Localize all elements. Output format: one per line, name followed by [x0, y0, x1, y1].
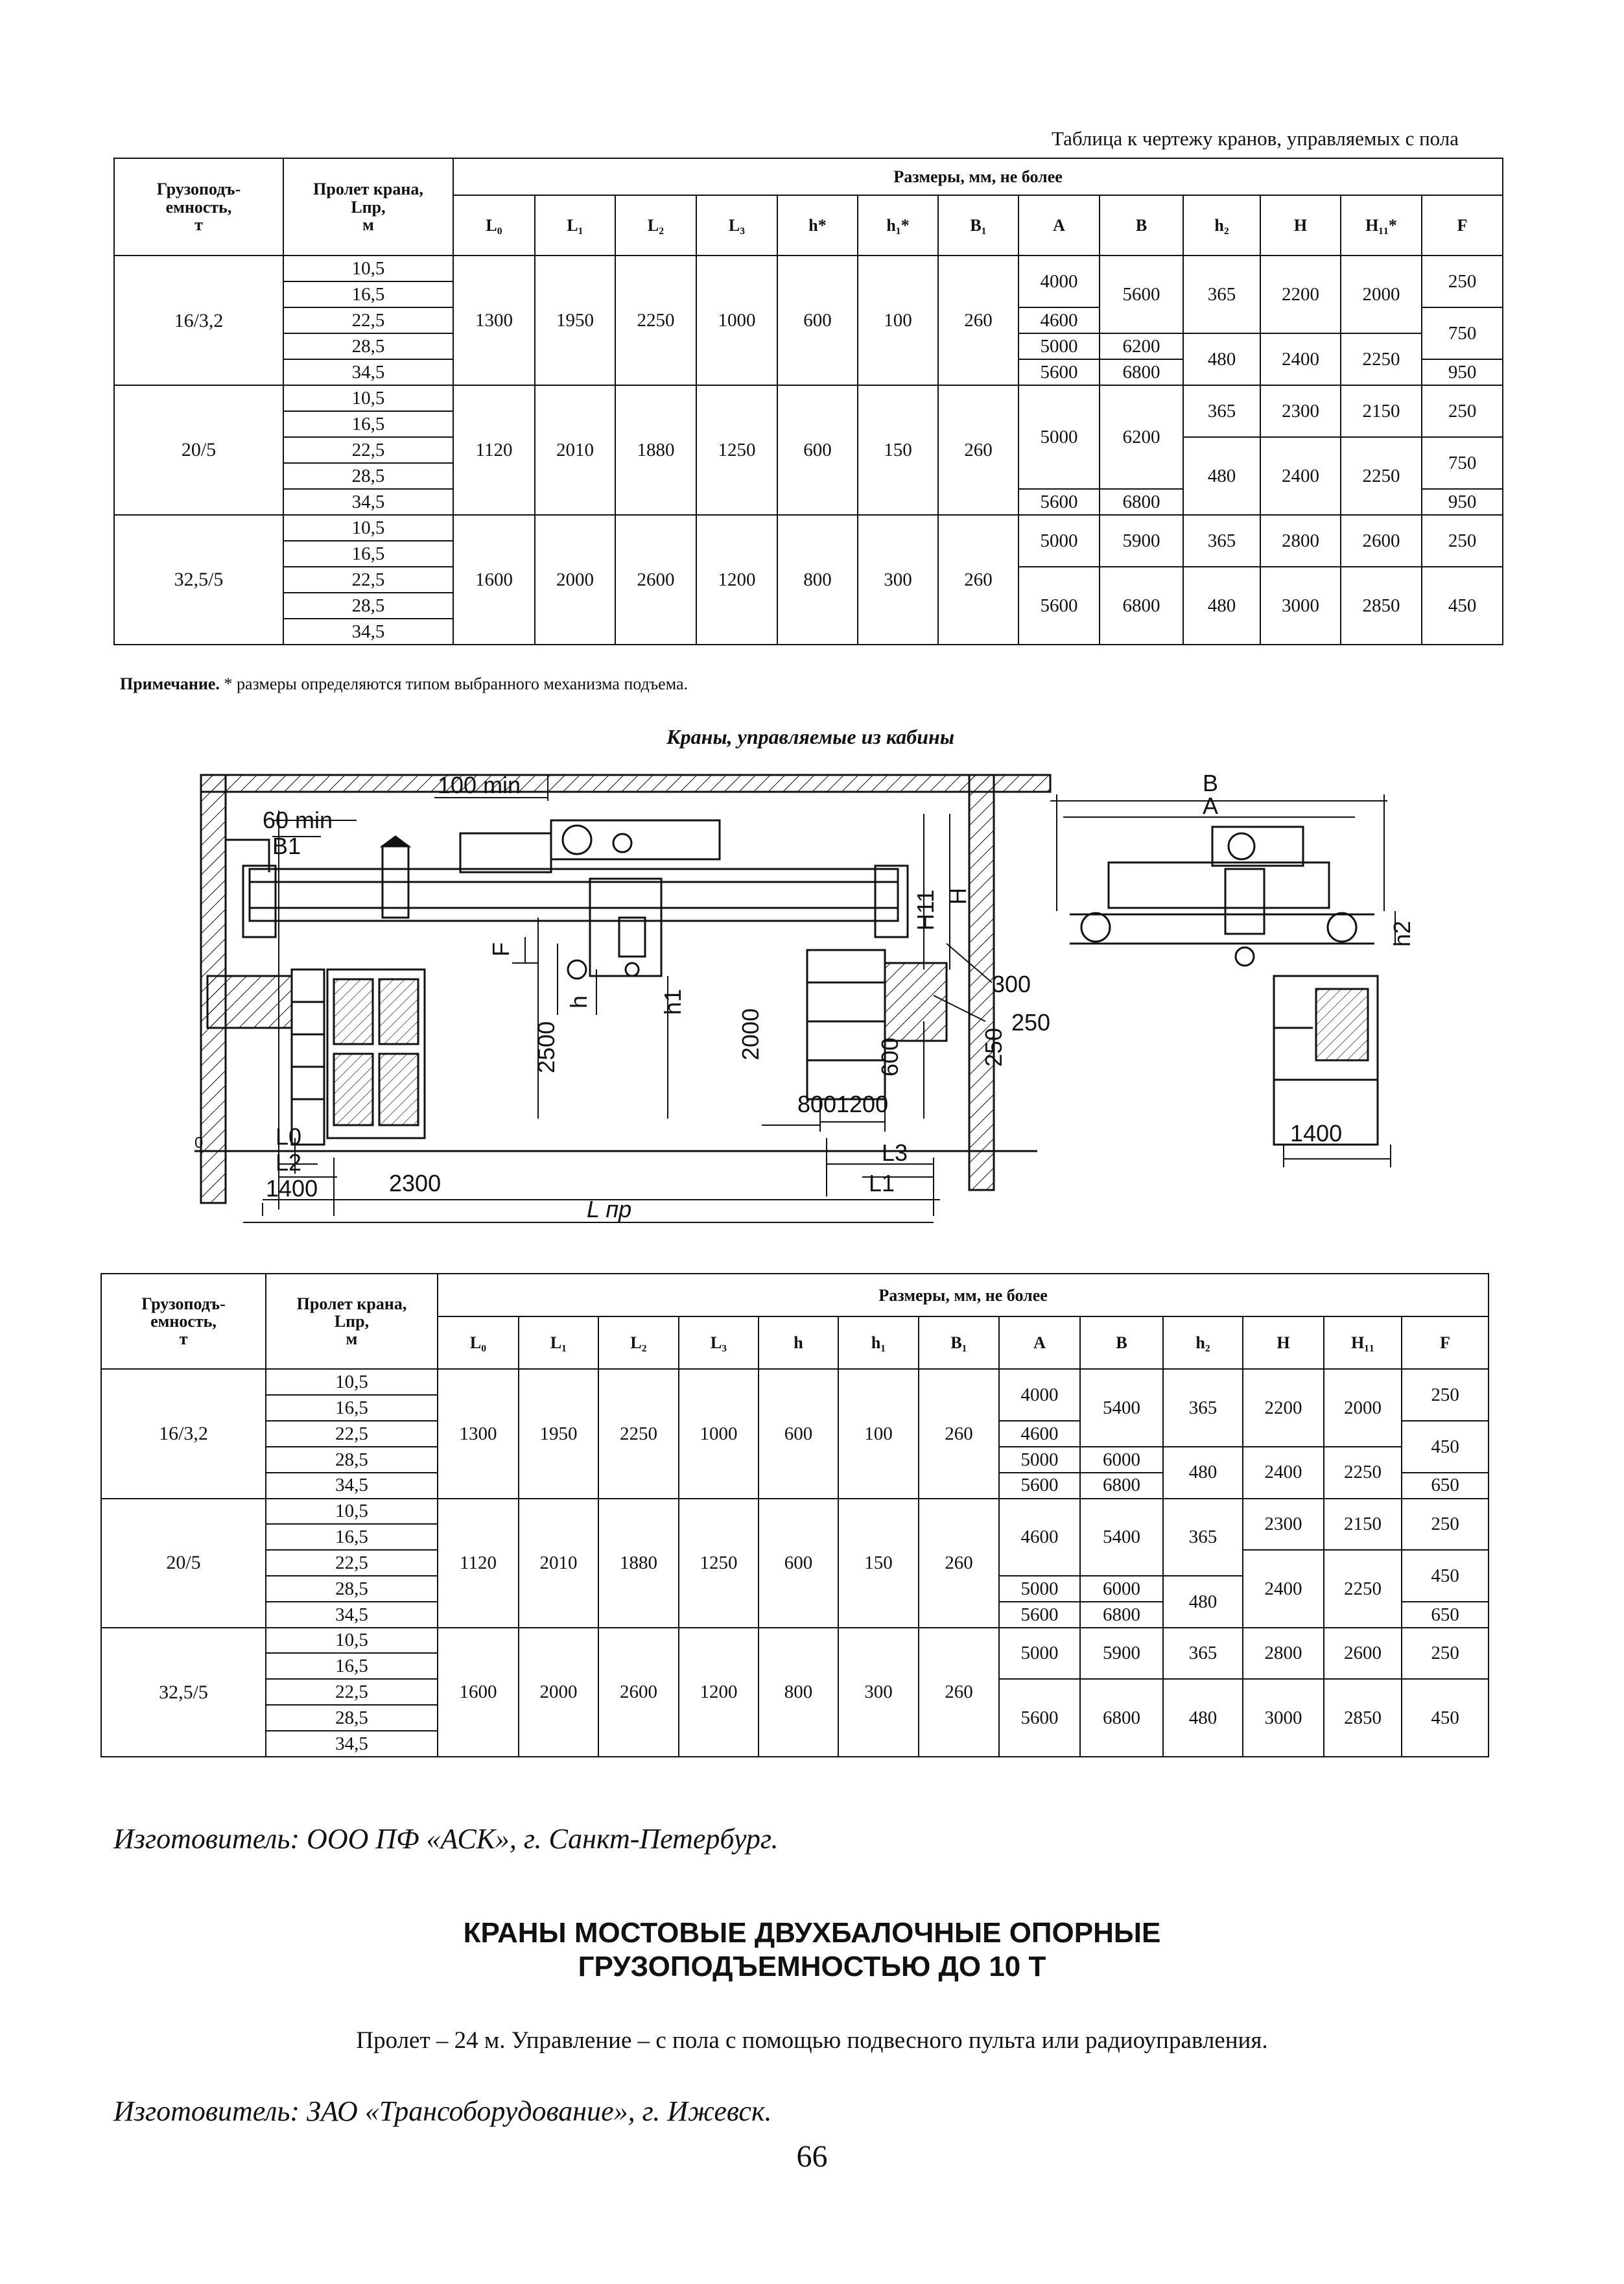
dim-h1-cell: 150 — [838, 1499, 919, 1628]
dim-a-cell: 5600 — [999, 1473, 1080, 1499]
dim-h2-cell: 365 — [1163, 1369, 1243, 1446]
dim-A: A — [1203, 792, 1219, 819]
dim-b-cell: 5400 — [1080, 1369, 1163, 1446]
note-text: * размеры определяются типом выбранного механизма подъема. — [219, 674, 688, 693]
dim-b-cell: 6800 — [1080, 1679, 1163, 1757]
table2-col-header: L₃ — [679, 1316, 759, 1369]
dim-h11-cell: 2250 — [1341, 333, 1422, 385]
dim-h2-cell: 480 — [1163, 1576, 1243, 1628]
table2-col-header: L₁ — [519, 1316, 598, 1369]
table1-body — [114, 158, 1503, 645]
dim-b-cell: 6800 — [1100, 489, 1183, 515]
dim-l3-cell: 1200 — [696, 515, 777, 645]
dim-b-cell: 6800 — [1100, 567, 1183, 645]
table2-header-span: Пролет крана, Lпр, м — [266, 1274, 438, 1369]
dim-h-cell: 2200 — [1243, 1369, 1324, 1446]
dim-h2-cell: 365 — [1183, 256, 1260, 333]
dim-h11-cell: 2850 — [1341, 567, 1422, 645]
span-cell: 10,5 — [283, 385, 453, 411]
dim-l0-cell: 1120 — [453, 385, 535, 515]
dim-l0-cell: 1120 — [438, 1499, 519, 1628]
table2-col-header: H — [1243, 1316, 1324, 1369]
span-cell: 16,5 — [266, 1524, 438, 1550]
dim-l2-cell: 2600 — [598, 1628, 679, 1757]
dim-h1-cell: 150 — [858, 385, 938, 515]
dim-l1-cell: 1950 — [519, 1369, 598, 1498]
dim-f-cell: 250 — [1422, 385, 1503, 437]
dim-f-cell: 950 — [1422, 489, 1503, 515]
note — [120, 674, 688, 694]
dim-2500: 2500 — [533, 1021, 559, 1073]
dim-2000: 2000 — [737, 1008, 764, 1060]
span-cell: 34,5 — [266, 1473, 438, 1499]
capacity-cell: 32,5/5 — [101, 1628, 266, 1757]
table1-col-header: h₁* — [858, 195, 938, 256]
span-cell: 16,5 — [283, 281, 453, 307]
span-cell: 34,5 — [283, 619, 453, 645]
drawing-title: Краны, управляемые из кабины — [666, 725, 955, 748]
span-cell: 10,5 — [283, 515, 453, 541]
dim-f-cell: 750 — [1422, 437, 1503, 489]
table2-col-header: B — [1080, 1316, 1163, 1369]
table1-col-header: H₁₁* — [1341, 195, 1422, 256]
dim-l0-cell: 1300 — [453, 256, 535, 385]
dim-h11-cell: 2250 — [1324, 1550, 1402, 1627]
span-cell: 34,5 — [266, 1602, 438, 1628]
dim-a-cell: 5000 — [1018, 515, 1100, 567]
table2 — [100, 1273, 1489, 1757]
table2-col-header: h₂ — [1163, 1316, 1243, 1369]
dim-b-cell: 5900 — [1080, 1628, 1163, 1680]
dim-b-cell: 6800 — [1080, 1473, 1163, 1499]
dim-250-left: 250 — [980, 1027, 1007, 1067]
table1-col-header: h* — [777, 195, 858, 256]
dim-h11-cell: 2250 — [1341, 437, 1422, 515]
span-cell: 10,5 — [266, 1628, 438, 1654]
dim-h2-cell: 480 — [1183, 567, 1260, 645]
table1-col-header: B — [1100, 195, 1183, 256]
dim-h11-cell: 2250 — [1324, 1447, 1402, 1499]
dim-b1-cell: 260 — [919, 1369, 999, 1498]
dim-h-cell: 600 — [759, 1369, 838, 1498]
dim-l3-cell: 1000 — [696, 256, 777, 385]
span-cell: 10,5 — [266, 1499, 438, 1525]
dim-h1-cell: 100 — [858, 256, 938, 385]
dim-l3-cell: 1250 — [696, 385, 777, 515]
table2-row — [101, 1499, 1489, 1525]
table2-col-header: A — [999, 1316, 1080, 1369]
table2-col-header: h₁ — [838, 1316, 919, 1369]
dim-l2: L2 — [276, 1149, 302, 1176]
span-cell: 28,5 — [266, 1705, 438, 1731]
dim-f-cell: 450 — [1422, 567, 1503, 645]
dim-a-cell: 5000 — [999, 1628, 1080, 1680]
dim-h11-cell: 2000 — [1341, 256, 1422, 333]
span-cell: 16,5 — [266, 1653, 438, 1679]
capacity-cell: 20/5 — [114, 385, 283, 515]
capacity-cell: 32,5/5 — [114, 515, 283, 645]
dim-l1-cell: 2010 — [519, 1499, 598, 1628]
dim-B: B — [1203, 770, 1219, 796]
dim-h11-cell: 2150 — [1324, 1499, 1402, 1551]
dim-1400-left: 1400 — [266, 1175, 318, 1202]
dim-a-cell: 5000 — [1018, 333, 1100, 359]
dim-l0-cell: 1600 — [438, 1628, 519, 1757]
dim-l1-cell: 1950 — [535, 256, 615, 385]
table2-body — [101, 1274, 1489, 1757]
dim-h-cell: 2400 — [1243, 1447, 1324, 1499]
dim-l2-cell: 2600 — [615, 515, 696, 645]
dim-h-cell: 2300 — [1243, 1499, 1324, 1551]
table2-header-capacity: Грузоподъ- емность, т — [101, 1274, 266, 1369]
table1-col-header: L₂ — [615, 195, 696, 256]
table2-col-header: B₁ — [919, 1316, 999, 1369]
span-cell: 34,5 — [283, 489, 453, 515]
span-cell: 10,5 — [266, 1369, 438, 1395]
dim-l1-cell: 2010 — [535, 385, 615, 515]
dim-h11-cell: 2600 — [1324, 1628, 1402, 1680]
span-cell: 28,5 — [266, 1576, 438, 1602]
dim-h-cell: 2400 — [1243, 1550, 1324, 1627]
dim-l2-cell: 2250 — [598, 1369, 679, 1498]
dim-a-cell: 5000 — [1018, 385, 1100, 489]
capacity-cell: 20/5 — [101, 1499, 266, 1628]
dim-h2-cell: 480 — [1163, 1447, 1243, 1499]
table1-row — [114, 515, 1503, 541]
span-cell: 22,5 — [283, 567, 453, 593]
table2-header-dims: Размеры, мм, не более — [438, 1274, 1489, 1316]
span-cell: 34,5 — [283, 359, 453, 385]
dim-h2-cell: 365 — [1183, 515, 1260, 567]
dim-60min: 60 min — [263, 807, 333, 833]
section-title-line2: ГРУЗОПОДЪЕМНОСТЬЮ ДО 10 Т — [578, 1950, 1046, 1982]
dim-l2-cell: 1880 — [615, 385, 696, 515]
table2-row — [101, 1628, 1489, 1654]
dim-b-cell: 6800 — [1080, 1602, 1163, 1628]
dim-f-cell: 250 — [1402, 1499, 1489, 1551]
page-number: 66 — [796, 2139, 828, 2174]
section-text: Пролет – 24 м. Управление – с пола с помощью подвесного пульта или радиоуправления. — [356, 2027, 1268, 2054]
table2-col-header: h — [759, 1316, 838, 1369]
dim-h11-cell: 2000 — [1324, 1369, 1402, 1446]
table2-col-header: H₁₁ — [1324, 1316, 1402, 1369]
dim-300: 300 — [992, 971, 1031, 997]
dim-h-cell: 600 — [759, 1499, 838, 1628]
dim-f-cell: 450 — [1402, 1550, 1489, 1602]
section-title-line1: КРАНЫ МОСТОВЫЕ ДВУХБАЛОЧНЫЕ ОПОРНЫЕ — [463, 1917, 1161, 1949]
crane-end-view — [1070, 827, 1378, 1145]
dim-l1-cell: 2000 — [519, 1628, 598, 1757]
dim-b-cell: 6200 — [1100, 385, 1183, 489]
span-cell: 22,5 — [266, 1679, 438, 1705]
dim-l1-cell: 2000 — [535, 515, 615, 645]
span-cell: 28,5 — [266, 1447, 438, 1473]
dim-l3: L3 — [882, 1139, 908, 1166]
dim-f-cell: 250 — [1402, 1628, 1489, 1680]
dim-h11-cell: 2150 — [1341, 385, 1422, 437]
dim-250-right: 250 — [1011, 1009, 1051, 1036]
crane-drawing — [188, 755, 1420, 1248]
table1-col-header: F — [1422, 195, 1503, 256]
table2-col-header: F — [1402, 1316, 1489, 1369]
dim-zero: 0 — [194, 1134, 204, 1152]
dim-f-cell: 250 — [1422, 515, 1503, 567]
table1-col-header: H — [1260, 195, 1341, 256]
dim-f-cell: 750 — [1422, 307, 1503, 359]
dim-h-cell: 3000 — [1243, 1679, 1324, 1757]
dim-h11-cell: 2850 — [1324, 1679, 1402, 1757]
dim-2300: 2300 — [389, 1170, 441, 1196]
dim-f-cell: 450 — [1402, 1679, 1489, 1757]
dim-a-cell: 5000 — [999, 1576, 1080, 1602]
table2-col-header: L₀ — [438, 1316, 519, 1369]
table1-caption: Таблица к чертежу кранов, управляемых с пола — [1051, 127, 1459, 150]
dim-h-cell: 2800 — [1243, 1628, 1324, 1680]
dim-a-cell: 5000 — [999, 1447, 1080, 1473]
dim-h1-cell: 300 — [858, 515, 938, 645]
crane-cabin-left — [292, 970, 425, 1145]
dim-b1-cell: 260 — [938, 515, 1018, 645]
dim-f-cell: 450 — [1402, 1421, 1489, 1473]
span-cell: 34,5 — [266, 1731, 438, 1757]
dim-b1: B1 — [272, 833, 301, 859]
crane-cabin-middle — [807, 950, 885, 1099]
dim-l3-cell: 1250 — [679, 1499, 759, 1628]
table1-col-header: L₃ — [696, 195, 777, 256]
dim-h2-cell: 480 — [1163, 1679, 1243, 1757]
dim-h1-cell: 100 — [838, 1369, 919, 1498]
dim-h-cell: 2300 — [1260, 385, 1341, 437]
dim-b-cell: 5400 — [1080, 1499, 1163, 1576]
dim-lpr: L пр — [587, 1196, 632, 1222]
span-cell: 22,5 — [266, 1421, 438, 1447]
dim-a-cell: 4600 — [999, 1499, 1080, 1576]
dim-a-cell: 5600 — [999, 1602, 1080, 1628]
table1-row — [114, 385, 1503, 411]
span-cell: 28,5 — [283, 333, 453, 359]
dim-l1: L1 — [869, 1170, 895, 1196]
dim-b1-cell: 260 — [938, 256, 1018, 385]
dim-f-cell: 250 — [1402, 1369, 1489, 1421]
capacity-cell: 16/3,2 — [101, 1369, 266, 1498]
span-cell: 22,5 — [283, 307, 453, 333]
dim-a-cell: 5600 — [999, 1679, 1080, 1757]
dim-h2-cell: 365 — [1163, 1628, 1243, 1680]
table2-col-header: L₂ — [598, 1316, 679, 1369]
span-cell: 22,5 — [283, 437, 453, 463]
table1-col-header: L₀ — [453, 195, 535, 256]
table1 — [113, 158, 1503, 645]
dim-b-cell: 6000 — [1080, 1576, 1163, 1602]
table1-row — [114, 256, 1503, 281]
dim-1200: 1200 — [836, 1091, 889, 1117]
dim-b1-cell: 260 — [919, 1499, 999, 1628]
dim-a-cell: 5600 — [1018, 359, 1100, 385]
dim-h-cell: 800 — [777, 515, 858, 645]
dim-b-cell: 6200 — [1100, 333, 1183, 359]
dim-h2-cell: 480 — [1183, 333, 1260, 385]
dim-b-cell: 6000 — [1080, 1447, 1163, 1473]
note-label: Примечание. — [120, 674, 220, 693]
dim-a-cell: 5600 — [1018, 567, 1100, 645]
dim-a-cell: 4000 — [1018, 256, 1100, 307]
dim-l0: L0 — [276, 1123, 302, 1150]
dim-h2-cell: 480 — [1183, 437, 1260, 515]
dim-a-cell: 4000 — [999, 1369, 1080, 1421]
table1-col-header: L₁ — [535, 195, 615, 256]
dim-f: F — [488, 942, 514, 957]
dim-l2-cell: 1880 — [598, 1499, 679, 1628]
dim-b-cell: 6800 — [1100, 359, 1183, 385]
dim-l3-cell: 1000 — [679, 1369, 759, 1498]
dim-l3-cell: 1200 — [679, 1628, 759, 1757]
dim-h-cell: 2800 — [1260, 515, 1341, 567]
dim-H: H — [945, 888, 971, 905]
dim-h-cell: 2200 — [1260, 256, 1341, 333]
dim-l0-cell: 1300 — [438, 1369, 519, 1498]
dim-600: 600 — [877, 1037, 903, 1077]
table2-row — [101, 1369, 1489, 1395]
dim-h11: H11 — [912, 889, 939, 931]
dim-f-cell: 950 — [1422, 359, 1503, 385]
dim-h: h — [565, 995, 592, 1008]
capacity-cell: 16/3,2 — [114, 256, 283, 385]
span-cell: 16,5 — [283, 541, 453, 567]
span-cell: 22,5 — [266, 1550, 438, 1576]
table1-header-span: Пролет крана, Lпр, м — [283, 158, 453, 256]
dim-b-cell: 5900 — [1100, 515, 1183, 567]
dim-b1-cell: 260 — [919, 1628, 999, 1757]
table1-col-header: A — [1018, 195, 1100, 256]
dim-h2: h2 — [1389, 920, 1415, 947]
dim-h-cell: 600 — [777, 385, 858, 515]
dim-h11-cell: 2600 — [1341, 515, 1422, 567]
dim-h-cell: 2400 — [1260, 437, 1341, 515]
span-cell: 10,5 — [283, 256, 453, 281]
table1-header-dims: Размеры, мм, не более — [453, 158, 1503, 195]
dim-h-cell: 800 — [759, 1628, 838, 1757]
dim-1400-right: 1400 — [1290, 1120, 1343, 1147]
dim-b-cell: 5600 — [1100, 256, 1183, 333]
dim-l2-cell: 2250 — [615, 256, 696, 385]
dim-h1: h1 — [659, 988, 686, 1015]
dim-h-cell: 600 — [777, 256, 858, 385]
manufacturer-1: Изготовитель: ООО ПФ «АСК», г. Санкт-Петербург. — [113, 1823, 779, 1855]
dim-800: 800 — [797, 1091, 837, 1117]
dim-f-cell: 650 — [1402, 1602, 1489, 1628]
building-structure — [194, 775, 1050, 1203]
manufacturer-2: Изготовитель: ЗАО «Трансоборудование», г. Ижевск. — [113, 2095, 772, 2127]
table1-col-header: B₁ — [938, 195, 1018, 256]
span-cell: 28,5 — [283, 593, 453, 619]
section-title — [194, 1916, 1430, 1984]
dim-100min: 100 min — [438, 772, 521, 798]
span-cell: 28,5 — [283, 463, 453, 489]
dim-h2-cell: 365 — [1163, 1499, 1243, 1576]
span-cell: 16,5 — [266, 1395, 438, 1421]
table1-col-header: h₂ — [1183, 195, 1260, 256]
dim-h-cell: 3000 — [1260, 567, 1341, 645]
dim-h1-cell: 300 — [838, 1628, 919, 1757]
dim-h2-cell: 365 — [1183, 385, 1260, 437]
dim-f-cell: 250 — [1422, 256, 1503, 307]
dim-b1-cell: 260 — [938, 385, 1018, 515]
dim-a-cell: 5600 — [1018, 489, 1100, 515]
dim-h-cell: 2400 — [1260, 333, 1341, 385]
dim-a-cell: 4600 — [999, 1421, 1080, 1447]
table1-header-capacity: Грузоподъ- емность, т — [114, 158, 283, 256]
span-cell: 16,5 — [283, 411, 453, 437]
dim-f-cell: 650 — [1402, 1473, 1489, 1499]
dim-l0-cell: 1600 — [453, 515, 535, 645]
dim-a-cell: 4600 — [1018, 307, 1100, 333]
